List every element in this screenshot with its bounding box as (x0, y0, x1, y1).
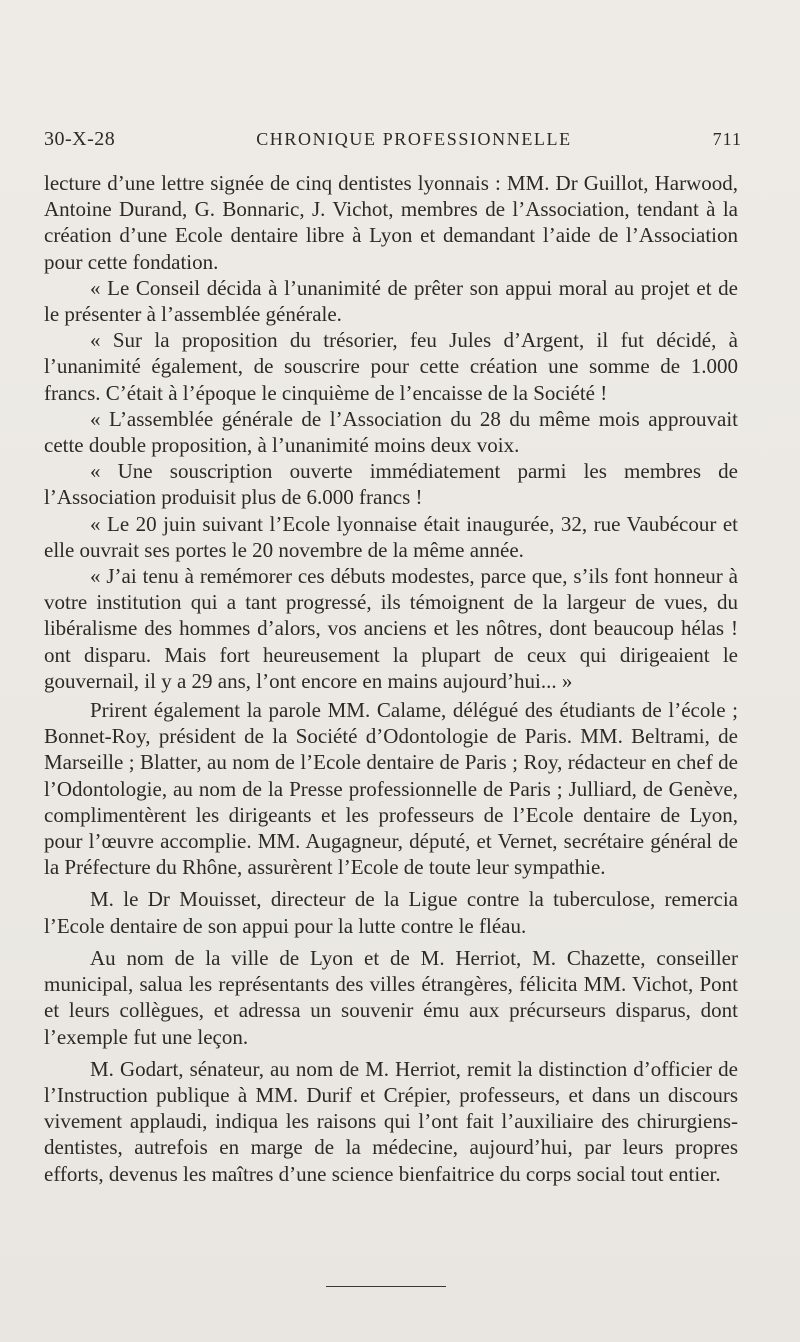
paragraph: « L’assemblée générale de l’Association du 28 du même mois approuvait cette double proposition, à l’unanimité moins deux voix. (44, 406, 738, 458)
paragraph: « Sur la proposition du trésorier, feu Jules d’Argent, il fut décidé, à l’unanimité également, de souscrire pour cette création une somme de 1.000 francs. C’était à l’époque le cinquième de l’encaisse de la Société ! (44, 328, 738, 405)
paragraph: « Le 20 juin suivant l’Ecole lyonnaise était inaugurée, 32, rue Vaubécour et elle ouvrait ses portes le 20 novembre de la même année. (44, 511, 738, 562)
body-text (44, 170, 738, 1187)
header-date: 30-X-28 (44, 128, 116, 150)
paragraph: « J’ai tenu à remémorer ces débuts modestes, parce que, s’ils font honneur à votre institution qui a tant progressé, ils témoignent de la largeur de vues, du libéralisme des hommes d’alors, vos anciens et les nôtres, dont beaucoup hélas ! ont disparu. Mais fort heureusement la plupart de ceux qui dirigeaient le gouvernail, il y a 29 ans, l’ont encore en mains aujourd’hui... » (44, 564, 738, 693)
paragraph: « Le Conseil décida à l’unanimité de prêter son appui moral au projet et de le présenter à l’assemblée générale. (44, 275, 738, 327)
page-number: 711 (712, 129, 742, 149)
paragraph: M. Godart, sénateur, au nom de M. Herriot, remit la distinction d’officier de l’Instruction publique à MM. Durif et Crépier, professeurs, et dans un discours vivement applaudi, indiqua les raisons qui l’ont fait l’auxiliaire des chirurgiens-dentistes, autrefois en marge de la médecine, aujourd’hui, par leurs propres efforts, devenus les maîtres d’une science bienfaitrice du corps social tout entier. (44, 1056, 738, 1186)
paragraph: M. le Dr Mouisset, directeur de la Ligue contre la tuberculose, remercia l’Ecole dentaire de son appui pour la lutte contre le fléau. (44, 887, 738, 938)
section-end-rule (326, 1286, 446, 1287)
paragraph: lecture d’une lettre signée de cinq dentistes lyonnais : MM. Dr Guillot, Harwood, Antoine Durand, G. Bonnaric, J. Vichot, membres de l’Association, tendant à la création d’une Ecole dentaire libre à Lyon et demandant l’aide de l’Association pour cette fondation. (44, 171, 738, 274)
running-head (44, 128, 742, 158)
paragraph: Prirent également la parole MM. Calame, délégué des étudiants de l’école ; Bonnet-Roy, président de la Société d’Odontologie de Paris. MM. Beltrami, de Marseille ; Blatter, au nom de l’Ecole dentaire de Paris ; Roy, rédacteur en chef de l’Odontologie, au nom de la Presse professionnelle de Paris ; Julliard, de Genève, complimentèrent les dirigeants et les professeurs de l’Ecole dentaire de Lyon, pour l’œuvre accomplie. MM. Augagneur, député, et Vernet, secrétaire général de la Préfecture du Rhône, assurèrent l’Ecole de toute leur sympathie. (44, 698, 738, 880)
paragraph: « Une souscription ouverte immédiatement parmi les membres de l’Association produisit plus de 6.000 francs ! (44, 459, 738, 510)
paragraph: Au nom de la ville de Lyon et de M. Herriot, M. Chazette, conseiller municipal, salua les représentants des villes étrangères, félicita MM. Vichot, Pont et leurs collègues, et adressa un souvenir ému aux précurseurs disparus, dont l’exemple fut une leçon. (44, 945, 738, 1049)
header-title: CHRONIQUE PROFESSIONNELLE (256, 129, 572, 149)
